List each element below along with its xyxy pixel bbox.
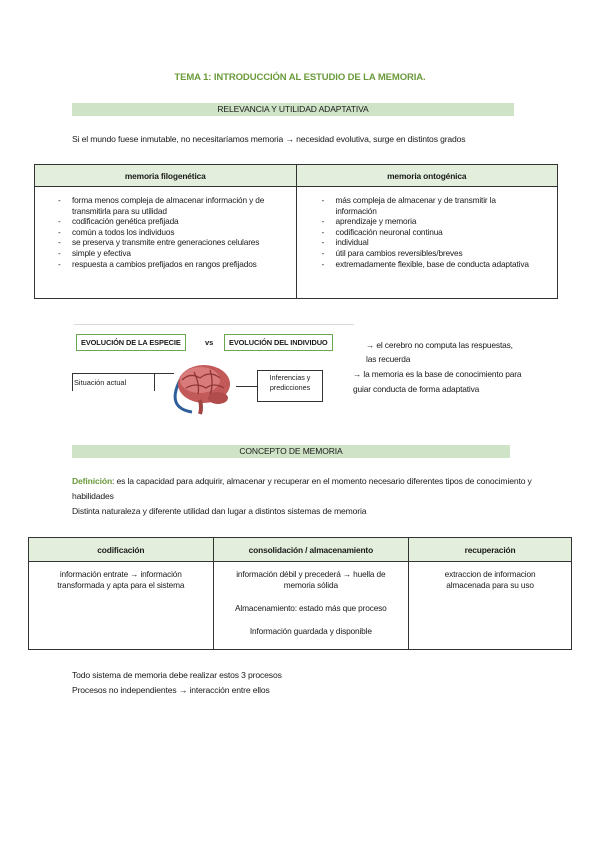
current-situation-label: Situación actual bbox=[74, 378, 127, 387]
memory-note: → la memoria es la base de conocimiento para guiar conducta de forma adaptativa bbox=[353, 369, 522, 394]
list-item: - útil para cambios reversibles/breves bbox=[319, 248, 538, 259]
consolidacion-cell bbox=[213, 562, 408, 650]
section-heading-relevancia: RELEVANCIA Y UTILIDAD ADAPTATIVA bbox=[72, 103, 514, 116]
arrow-to-inferences bbox=[236, 386, 258, 387]
intro-paragraph: Si el mundo fuese inmutable, no necesitaríamos memoria → necesidad evolutiva, surge en distintos grados bbox=[72, 134, 466, 144]
inferences-box: Inferencias y predicciones bbox=[257, 370, 323, 402]
list-item: - extremadamente flexible, base de conducta adaptativa bbox=[319, 259, 538, 270]
table-header-codificacion: codificación bbox=[29, 538, 214, 562]
list-item: - respuesta a cambios prefijados en rangos prefijados bbox=[55, 259, 290, 270]
list-item: - codificación genética prefijada bbox=[55, 216, 290, 227]
table-header-consolidacion: consolidación / almacenamiento bbox=[213, 538, 408, 562]
brain-note: → el cerebro no computa las respuestas, las recuerda bbox=[366, 340, 513, 364]
table-header-ontogenica: memoria ontogénica bbox=[296, 165, 558, 187]
definition-paragraph bbox=[72, 474, 542, 504]
definition-label: Definición bbox=[72, 476, 113, 486]
list-item: - común a todos los individuos bbox=[55, 227, 290, 238]
consolidacion-text: información débil y precederá → huella de memoria sólida bbox=[236, 569, 386, 590]
ontogenica-list bbox=[319, 195, 538, 269]
list-item: - más compleja de almacenar y de transmitir la información bbox=[319, 195, 538, 216]
list-item: - se preserva y transmite entre generaciones celulares bbox=[55, 237, 290, 248]
current-situation-line bbox=[72, 373, 174, 374]
definition-text: : es la capacidad para adquirir, almacenar y recuperar en el momento necesario diferentes tipos de conocimiento y habilidades bbox=[72, 476, 532, 501]
processes-note: Todo sistema de memoria debe realizar estos 3 procesos bbox=[72, 670, 282, 680]
table-header-filogenetica: memoria filogenética bbox=[35, 165, 297, 187]
memory-processes-table bbox=[28, 537, 572, 650]
individual-evolution-label: EVOLUCIÓN DEL INDIVIDUO bbox=[224, 334, 333, 351]
list-item: - simple y efectiva bbox=[55, 248, 290, 259]
table-header-recuperacion: recuperación bbox=[409, 538, 572, 562]
almacenamiento-text: Almacenamiento: estado más que proceso bbox=[235, 603, 387, 613]
codificacion-cell: información entrate → información transformada y apta para el sistema bbox=[29, 562, 214, 650]
list-item: - individual bbox=[319, 237, 538, 248]
page-title: TEMA 1: INTRODUCCIÓN AL ESTUDIO DE LA MEMORIA. bbox=[174, 72, 426, 83]
interaction-note: Procesos no independientes → interacción entre ellos bbox=[72, 685, 270, 695]
memory-types-table bbox=[34, 164, 558, 299]
ontogenica-cell bbox=[296, 187, 558, 299]
vs-label: vs bbox=[205, 338, 214, 347]
species-evolution-label: EVOLUCIÓN DE LA ESPECIE bbox=[76, 334, 186, 351]
figure-top-rule bbox=[74, 324, 354, 325]
list-item: - aprendizaje y memoria bbox=[319, 216, 538, 227]
disponible-text: Información guardada y disponible bbox=[249, 626, 372, 636]
recuperacion-cell: extraccion de informacion almacenada para su uso bbox=[409, 562, 572, 650]
filogenetica-list bbox=[55, 195, 290, 269]
systems-paragraph: Distinta naturaleza y diferente utilidad dan lugar a distintos sistemas de memoria bbox=[72, 506, 367, 516]
brain-icon bbox=[160, 360, 242, 416]
list-item: - codificación neuronal continua bbox=[319, 227, 538, 238]
section-heading-concepto: CONCEPTO DE MEMORIA bbox=[72, 445, 510, 458]
current-situation-bracket bbox=[72, 373, 73, 391]
list-item: - forma menos compleja de almacenar información y de transmitirla para su utilidad bbox=[55, 195, 290, 216]
current-situation-tick bbox=[154, 373, 155, 391]
filogenetica-cell bbox=[35, 187, 297, 299]
